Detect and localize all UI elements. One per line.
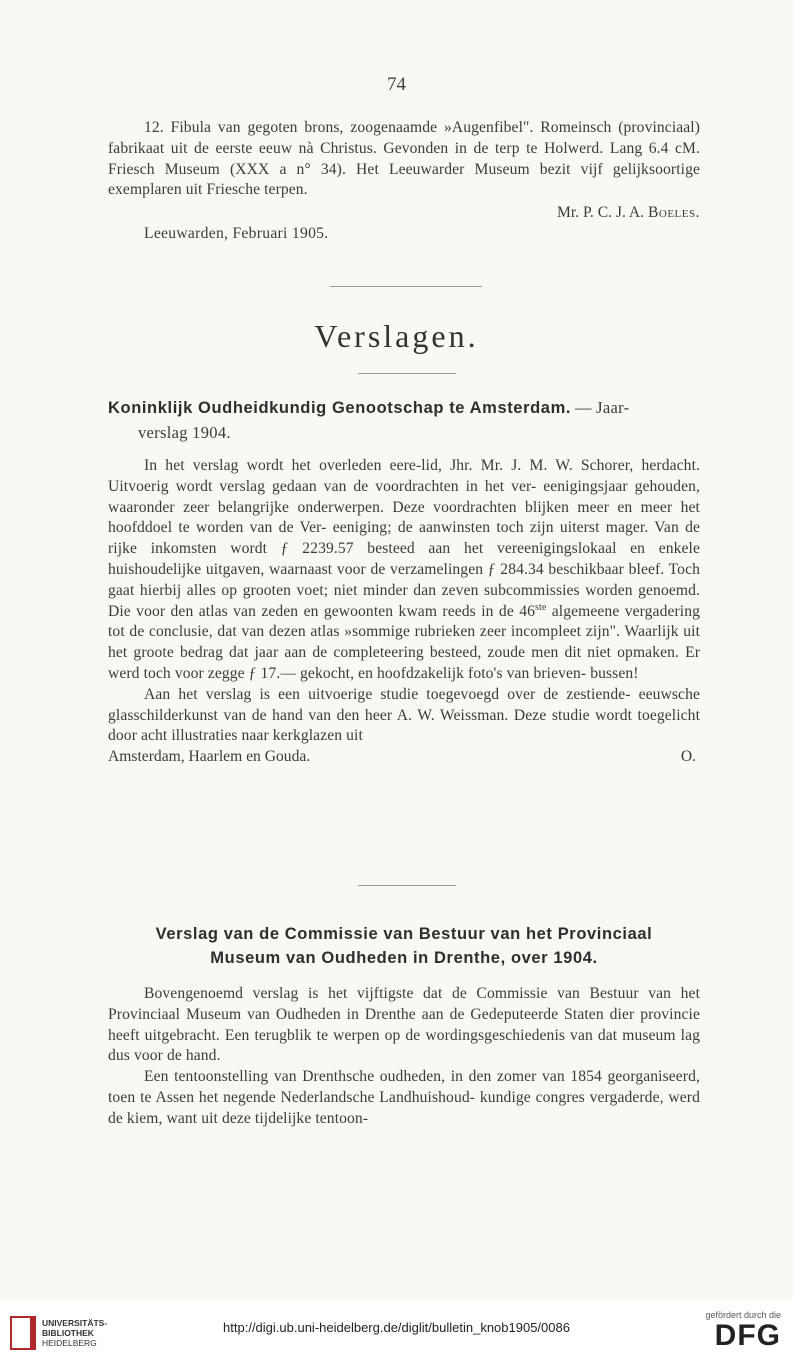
text-line: In het verslag wordt het overleden eere-lid, Jhr. Mr. J. M. W. Schorer, bbox=[144, 457, 634, 474]
report-2-heading bbox=[108, 922, 700, 970]
text-line: bussen! bbox=[590, 664, 639, 682]
report-1-title-rest: — Jaar- bbox=[574, 398, 630, 417]
report-1-heading bbox=[108, 396, 700, 446]
text-line: Een tentoonstelling van Drenthsche oudheden, in den zomer van 1854 bbox=[144, 1068, 602, 1086]
text-line: gaat hierbij alles op grooten voet; niet minder dan zeven subcommissies bbox=[108, 581, 580, 599]
dfg-caption: gefördert durch die bbox=[705, 1310, 781, 1320]
text-line: eenigingsjaar gehouden, waaronder zeer belangrijke onderwerpen. Deze bbox=[108, 477, 700, 516]
report-1-title: Koninklijk Oudheidkundig Genootschap te Amsterdam. bbox=[108, 399, 572, 417]
logo-text-line: HEIDELBERG bbox=[42, 1338, 97, 1348]
text-line: eeuwsche glasschilderkunst van de hand van den heer A. W. Weissman. bbox=[108, 685, 700, 724]
text-line: (provinciaal) fabrikaat uit de eerste eeuw nà Christus. Gevonden in de terp bbox=[108, 119, 701, 157]
text-line: algemeene vergadering tot de conclusie, dat van dezen atlas bbox=[108, 602, 701, 641]
dfg-logo[interactable] bbox=[705, 1310, 781, 1352]
logo-text-line: UNIVERSITÄTS- bbox=[42, 1318, 108, 1328]
text-line: georganiseerd, toen te Assen het negende Nederlandsche Landhuishoud- bbox=[108, 1068, 700, 1106]
superscript: ste bbox=[535, 601, 547, 613]
permalink-url[interactable]: http://digi.ub.uni-heidelberg.de/diglit/bulletin_knob1905/0086 bbox=[223, 1320, 570, 1335]
signature-name: Boeles. bbox=[647, 204, 700, 222]
text-line: Amsterdam, Haarlem en Gouda. bbox=[108, 748, 311, 766]
report-2-paragraph-2 bbox=[108, 1067, 700, 1129]
page-number: 74 bbox=[387, 74, 406, 95]
report-1-last-line bbox=[108, 747, 700, 768]
text-line: in de 46 bbox=[481, 602, 535, 620]
entry-12-text bbox=[108, 118, 700, 201]
text-line: wordingsgeschiedenis van dat museum lag dus voor de hand. bbox=[108, 1026, 701, 1065]
text-line: van het Provinciaal Museum van Oudheden in Drenthe aan de Gedeputeerde bbox=[108, 985, 700, 1023]
dateline: Leeuwarden, Februari 1905. bbox=[144, 224, 329, 242]
text-line: »sommige rubrieken zeer incompleet zijn". Waarlijk uit het groote bedrag bbox=[108, 623, 701, 662]
text-line: Bovengenoemd verslag is het vijftigste dat de Commissie van Bestuur bbox=[144, 985, 639, 1002]
report-2 bbox=[108, 922, 700, 1130]
report-1-paragraph-2 bbox=[108, 685, 700, 747]
divider bbox=[330, 286, 482, 287]
report-1-paragraph-1 bbox=[108, 456, 700, 685]
section-title: Verslagen. bbox=[314, 318, 479, 354]
report-1 bbox=[108, 396, 700, 768]
signature-initials: Mr. P. C. J. A. bbox=[556, 204, 645, 222]
text-line: worden genoemd. Die voor den atlas van zeden en gewoonten kwam reeds bbox=[108, 581, 700, 620]
text-line: uitgaven, waarnaast voor de verzamelingen ƒ 284.34 beschikbaar bleef. Toch bbox=[205, 560, 700, 578]
text-line: 12. Fibula van gegoten brons, zoogenaamde »Augenfibel". Romeinsch bbox=[144, 119, 612, 136]
text-line: werd toch voor zegge ƒ 17.— gekocht, en hoofdzakelijk foto's van brieven- bbox=[108, 664, 587, 682]
report-2-title-line: Verslag van de Commissie van Bestuur van het Provinciaal bbox=[155, 925, 653, 943]
entry-12 bbox=[108, 118, 700, 245]
report-1-title-rest: verslag 1904. bbox=[138, 423, 231, 442]
text-line: voordrachten blijken meer en meer het hoofddoel te worden van de Ver- bbox=[108, 498, 700, 537]
text-line: wordt ƒ 2239.57 besteed aan het vereenigingslokaal en enkele huishoudelijke bbox=[108, 540, 700, 578]
text-line: Staten dier provincie heeft uitgebracht. Een terugblik te werpen op de bbox=[108, 1005, 700, 1044]
report-2-paragraph-1 bbox=[108, 984, 700, 1067]
divider bbox=[358, 373, 456, 374]
text-line: eeniging; de aanwinsten toch zijn uiterst mager. Van de rijke inkomsten bbox=[108, 519, 700, 558]
text-line: Aan het verslag is een uitvoerige studie toegevoegd over de zestiende- bbox=[144, 685, 631, 703]
text-line: kundige congres vergaderde, werd de kiem, want uit deze tijdelijke tentoon- bbox=[108, 1088, 700, 1127]
reviewer-initial: O. bbox=[680, 748, 696, 766]
divider bbox=[358, 885, 456, 886]
report-2-title-line: Museum van Oudheden in Drenthe, over 1904. bbox=[210, 949, 598, 967]
dfg-wordmark: DFG bbox=[714, 1319, 781, 1352]
text-line: te Holwerd. Lang 6.4 cM. Friesch Museum (XXX a n° 34). Het Leeuwarder bbox=[108, 139, 701, 178]
logo-text-line: BIBLIOTHEK bbox=[42, 1328, 94, 1338]
text-line: herdacht. Uitvoerig wordt verslag gedaan van de voordrachten in het ver- bbox=[108, 457, 700, 495]
text-line: Deze studie wordt toegelicht door acht illustraties naar kerkglazen uit bbox=[108, 706, 701, 745]
author-signature bbox=[108, 203, 700, 224]
text-line: dat jaar aan de completeering besteed, zoude men dit niet opmaken. Er bbox=[229, 644, 701, 662]
text-line: Museum bezit vijf gelijksoortige exemplaren uit Friesche terpen. bbox=[108, 160, 700, 199]
